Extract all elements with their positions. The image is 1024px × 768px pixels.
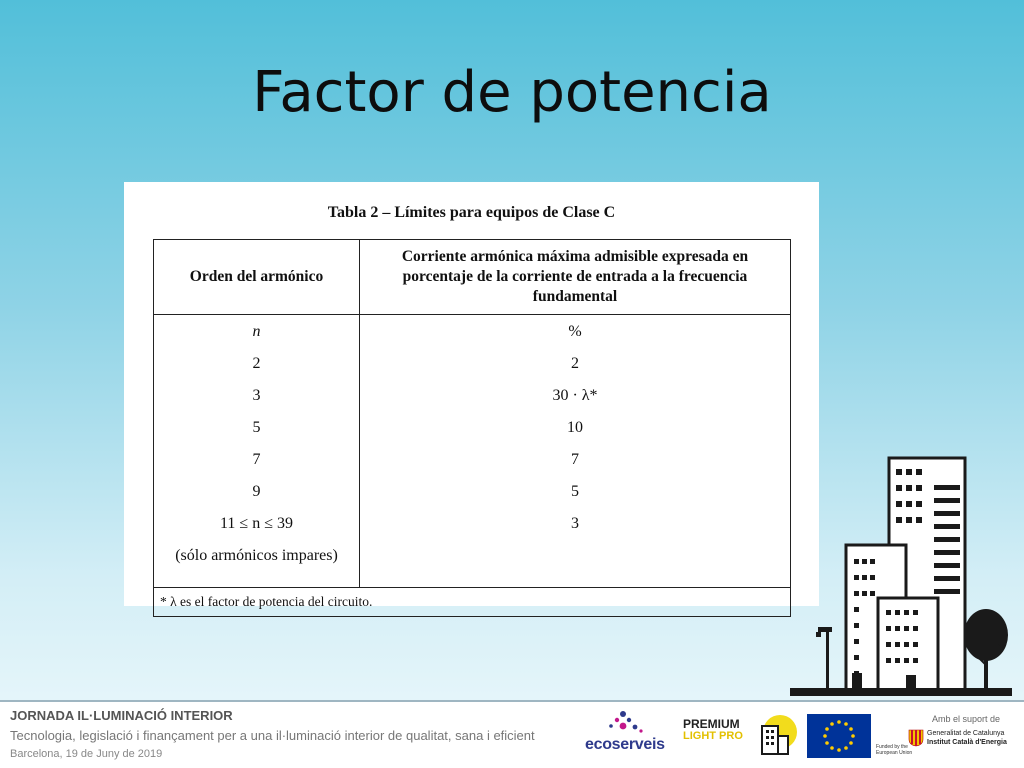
ecoserveis-wordmark: ecoserveis (585, 736, 665, 753)
table-footnote: * λ es el factor de potencia del circuito. (154, 588, 791, 617)
order-value: 7 (252, 451, 261, 468)
current-value: 2 (571, 355, 579, 372)
city-buildings-illustration (786, 455, 1016, 700)
gencat-line-1: Generalitat de Catalunya (927, 730, 1005, 737)
order-value: 11 ≤ n ≤ 39 (220, 515, 293, 532)
light-pro-wordmark: LIGHT PRO (683, 730, 743, 742)
order-value: 5 (252, 419, 261, 436)
eu-flag-icon (807, 714, 871, 758)
footer-subtitle: Tecnologia, legislació i finançament per a una il·luminació interior de qualitat, sana i eficient (10, 728, 535, 743)
current-value: % (568, 323, 582, 340)
current-value: 30 · λ* (552, 387, 598, 404)
gencat-emblem-icon (908, 729, 924, 747)
footer-date: Barcelona, 19 de Juny de 2019 (10, 748, 163, 760)
premium-wordmark: PREMIUM (683, 717, 740, 731)
header-max-current: Corriente armónica máxima admisible expresada en porcentaje de la corriente de entrada a la frecuencia fundamental (360, 240, 791, 315)
eu-funded-caption: Funded by the European Union (876, 744, 913, 756)
footer-divider (0, 700, 1024, 702)
harmonics-table-image (124, 182, 819, 609)
ecoserveis-dots-icon (605, 710, 645, 734)
table-caption: Tabla 2 – Límites para equipos de Clase C (327, 204, 616, 221)
current-value: 5 (571, 483, 579, 500)
slide-title: Factor de potencia (252, 60, 772, 125)
gencat-line-2: Institut Català d'Energia (927, 739, 1007, 746)
current-column-cell (360, 315, 791, 588)
order-column-cell (154, 315, 360, 588)
order-value: 2 (252, 355, 261, 372)
header-harmonic-order: Orden del armónico (154, 240, 360, 315)
table-body-row (154, 315, 791, 588)
order-note: (sólo armónicos impares) (175, 547, 338, 564)
current-value: 7 (571, 451, 579, 468)
light-pro-building-icon (752, 712, 798, 758)
table-header-row (154, 240, 791, 315)
support-label: Amb el suport de (932, 714, 1001, 724)
current-spacer (364, 547, 786, 583)
harmonics-limits-table (153, 239, 791, 617)
order-value: n (252, 323, 261, 340)
footer-event-title: JORNADA IL·LUMINACIÓ INTERIOR (10, 708, 233, 723)
current-value: 3 (571, 515, 579, 532)
ecoserveis-logo (585, 710, 677, 760)
premium-light-pro-logo (683, 718, 743, 742)
table-footnote-row (154, 588, 791, 617)
order-value: 9 (252, 483, 261, 500)
slide-footer (0, 700, 1024, 768)
order-value: 3 (252, 387, 261, 404)
current-value: 10 (567, 419, 583, 436)
gencat-logo-text (927, 729, 1007, 747)
